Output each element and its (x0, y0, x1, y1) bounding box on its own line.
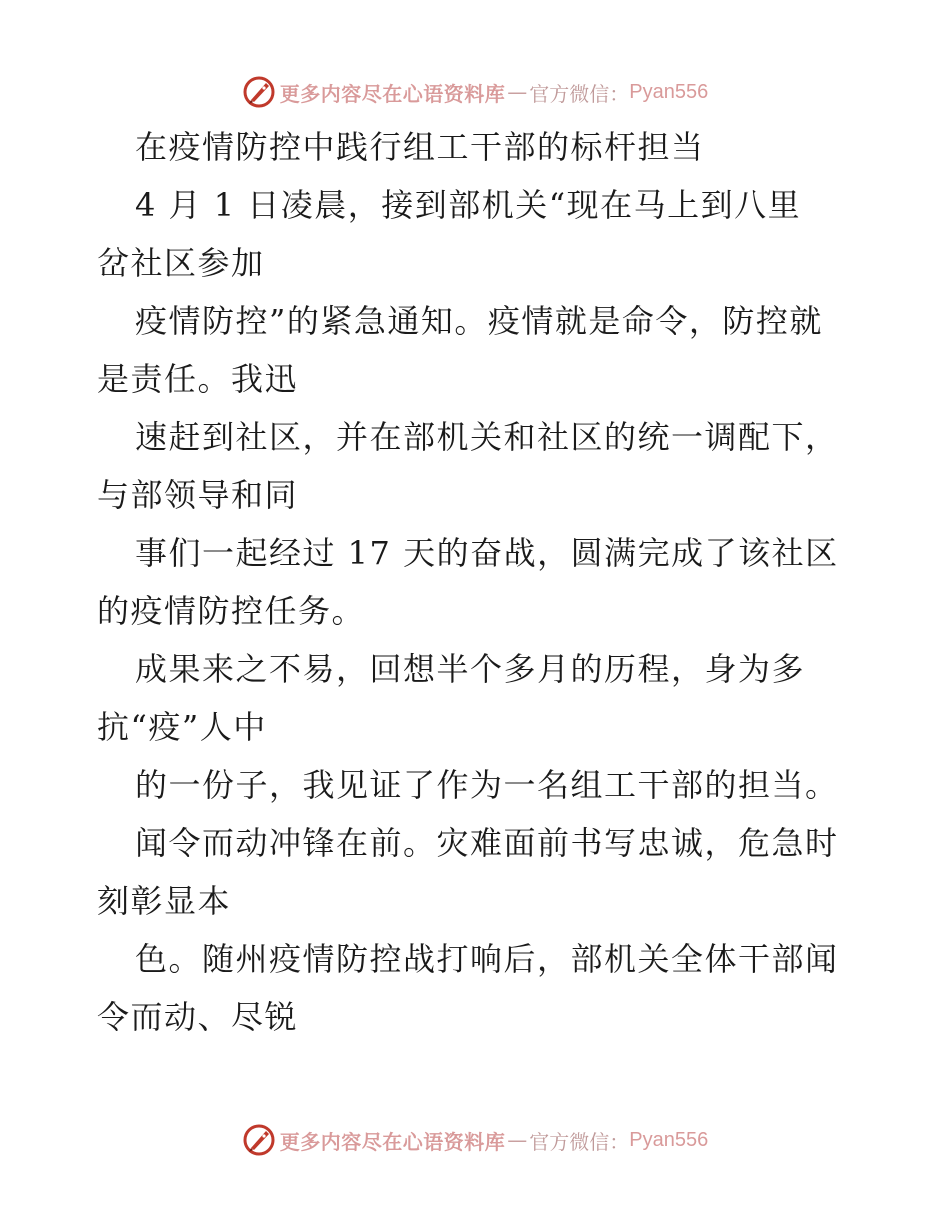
paragraph-line: 色。随州疫情防控战打响后，部机关全体干部闻 (135, 940, 839, 978)
paragraph-line: 成果来之不易，回想半个多月的历程，身为多 (135, 650, 806, 688)
paragraph-line: 岔社区参加 (97, 244, 265, 282)
footer-dash: — (507, 1128, 528, 1152)
header-official-label: 官方微信： (529, 81, 630, 106)
footer-official-label: 官方微信： (529, 1129, 630, 1154)
paragraph-line: 闻令而动冲锋在前。灾难面前书写忠诚，危急时 (135, 824, 839, 862)
paragraph-line: 的一份子，我见证了作为一名组工干部的担当。 (135, 766, 839, 804)
paragraph-line: 的疫情防控任务。 (97, 592, 366, 630)
paragraph-line: 是责任。我迅 (97, 360, 299, 398)
paragraph-line: 4 月 1 日凌晨，接到部机关“现在马上到八里 (135, 186, 802, 224)
document-title: 在疫情防控中践行组工干部的标杆担当 (135, 128, 705, 166)
header-wechat-id: Pyan556 (629, 80, 709, 103)
footer-banner (0, 1118, 950, 1162)
paragraph-line: 与部领导和同 (97, 476, 299, 514)
paragraph-line: 刻彰显本 (97, 882, 232, 920)
paragraph-line: 疫情防控”的紧急通知。疫情就是命令，防控就 (135, 302, 823, 340)
paragraph-line: 速赶到社区，并在部机关和社区的统一调配下， (135, 418, 839, 456)
paragraph-line: 抗“疫”人中 (97, 708, 267, 746)
header-brand-text: 更多内容尽在心语资料库 (279, 81, 506, 106)
paragraph-line: 事们一起经过 17 天的奋战，圆满完成了该社区 (135, 534, 839, 572)
paragraph-line: 令而动、尽锐 (97, 998, 299, 1036)
quill-pen-circle-icon (242, 1123, 276, 1157)
footer-brand-text: 更多内容尽在心语资料库 (279, 1129, 506, 1154)
footer-wechat-id: Pyan556 (629, 1128, 709, 1151)
quill-pen-circle-icon (242, 75, 276, 109)
document-body (97, 118, 857, 1046)
header-banner (0, 70, 950, 114)
header-dash: — (507, 80, 528, 104)
